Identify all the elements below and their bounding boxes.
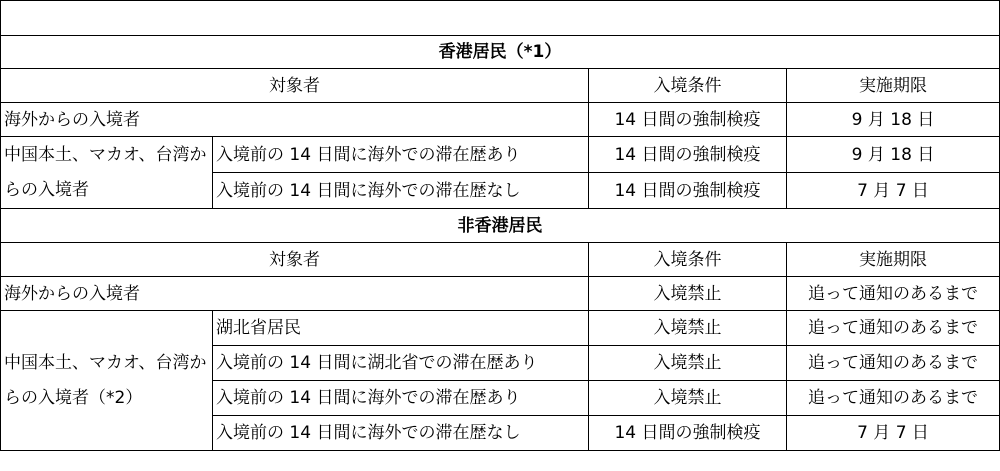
hk-section-title: 香港居民（*1） (1, 36, 1000, 69)
hk-mainland-row-deadline: 7 月 7 日 (787, 173, 1000, 209)
nonhk-mainland-row-label: 入境前の 14 日間に海外での滞在歴なし (213, 416, 589, 451)
hk-mainland-row-deadline: 9 月 18 日 (787, 137, 1000, 173)
hk-mainland-group-label: 中国本土、マカオ、台湾からの入境者 (1, 137, 213, 209)
hk-overseas-row (1, 103, 1000, 137)
nonhk-mainland-group-label: 中国本土、マカオ、台湾からの入境者（*2） (1, 311, 213, 451)
hk-header-target: 対象者 (1, 69, 589, 103)
nonhk-overseas-deadline: 追って通知のあるまで (787, 277, 1000, 311)
blank-top-row (1, 1, 1000, 36)
nonhk-mainland-row-label: 入境前の 14 日間に海外での滞在歴あり (213, 381, 589, 416)
nonhk-header-target: 対象者 (1, 243, 589, 277)
nonhk-mainland-row-label: 入境前の 14 日間に湖北省での滞在歴あり (213, 346, 589, 381)
nonhk-overseas-row (1, 277, 1000, 311)
hk-mainland-row-condition: 14 日間の強制検疫 (589, 173, 787, 209)
nonhk-header-row (1, 243, 1000, 277)
hk-mainland-row-label: 入境前の 14 日間に海外での滞在歴あり (213, 137, 589, 173)
nonhk-mainland-row-deadline: 追って通知のあるまで (787, 346, 1000, 381)
hk-header-condition: 入境条件 (589, 69, 787, 103)
nonhk-header-deadline: 実施期限 (787, 243, 1000, 277)
nonhk-mainland-row-condition: 入境禁止 (589, 346, 787, 381)
nonhk-overseas-condition: 入境禁止 (589, 277, 787, 311)
hk-mainland-row-condition: 14 日間の強制検疫 (589, 137, 787, 173)
nonhk-mainland-row-deadline: 7 月 7 日 (787, 416, 1000, 451)
nonhk-mainland-row-condition: 入境禁止 (589, 381, 787, 416)
nonhk-mainland-row (1, 311, 1000, 346)
hk-header-deadline: 実施期限 (787, 69, 1000, 103)
hk-overseas-label: 海外からの入境者 (1, 103, 589, 137)
nonhk-mainland-row-deadline: 追って通知のあるまで (787, 381, 1000, 416)
hk-section-title-row (1, 36, 1000, 69)
nonhk-section-title-row (1, 209, 1000, 243)
nonhk-mainland-row-label: 湖北省居民 (213, 311, 589, 346)
hk-mainland-row (1, 137, 1000, 173)
hk-overseas-deadline: 9 月 18 日 (787, 103, 1000, 137)
hk-mainland-row-label: 入境前の 14 日間に海外での滞在歴なし (213, 173, 589, 209)
blank-cell (1, 1, 1000, 36)
hk-overseas-condition: 14 日間の強制検疫 (589, 103, 787, 137)
nonhk-mainland-row-condition: 14 日間の強制検疫 (589, 416, 787, 451)
nonhk-mainland-row-condition: 入境禁止 (589, 311, 787, 346)
nonhk-overseas-label: 海外からの入境者 (1, 277, 589, 311)
nonhk-mainland-row-deadline: 追って通知のあるまで (787, 311, 1000, 346)
nonhk-header-condition: 入境条件 (589, 243, 787, 277)
nonhk-section-title: 非香港居民 (1, 209, 1000, 243)
hk-header-row (1, 69, 1000, 103)
